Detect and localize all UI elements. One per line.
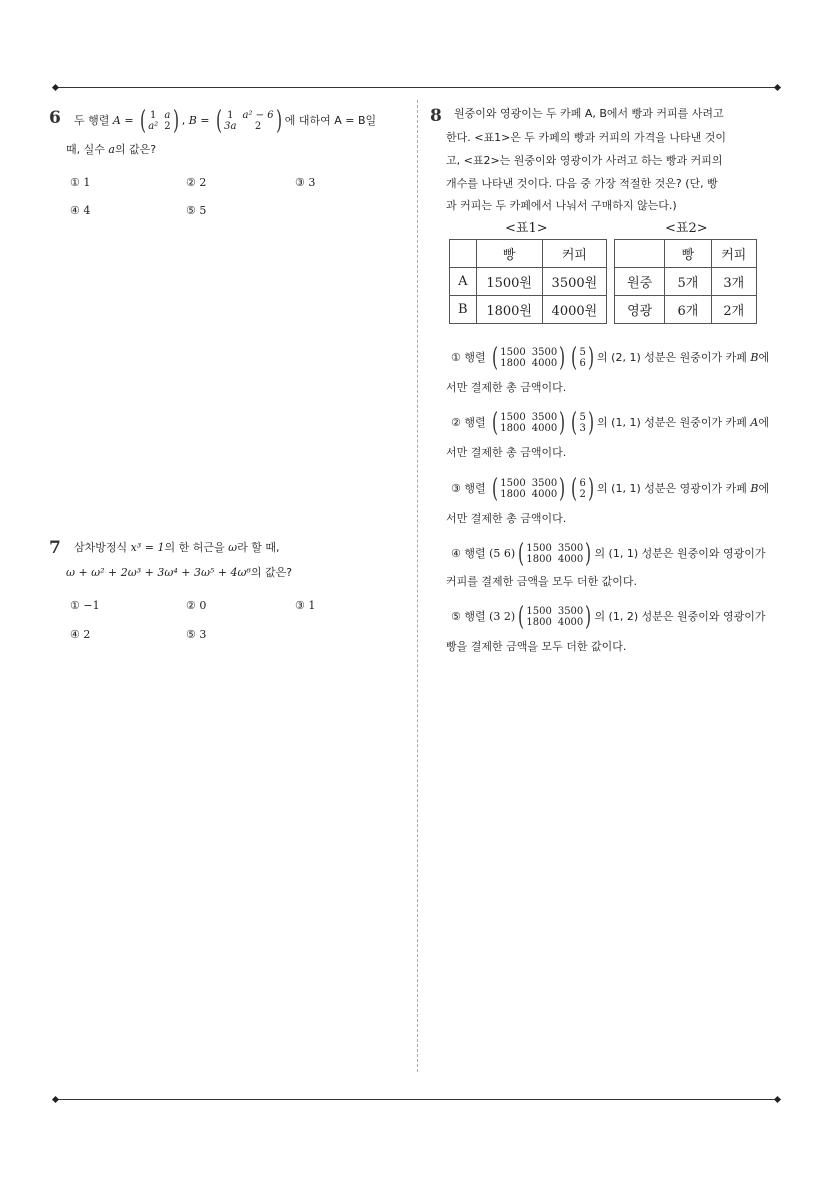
question-text: 삼차방정식 x³ = 1의 한 허근을 ω라 할 때, xyxy=(74,541,280,554)
matrix-A: ( 1 a a² 2 ) xyxy=(140,106,179,136)
bottom-left-diamond xyxy=(52,1096,59,1103)
table-row: 빵 커피 xyxy=(615,240,757,268)
option-2[interactable]: ② 행렬 ( 1500 3500 1800 4000 ) ( 5 3 ) 의 (1, 1) 성분은 원중이가 카페 A에 xyxy=(451,408,769,438)
choice-4[interactable]: ④ 2 xyxy=(70,628,91,641)
price-matrix: ( 1500 3500 1800 4000 ) xyxy=(492,343,566,373)
table-row: 영광 6개 2개 xyxy=(615,296,757,324)
option-5-line2: 빵을 결제한 금액을 모두 더한 값이다. xyxy=(446,640,627,653)
choice-1[interactable]: ① 1 xyxy=(70,176,91,189)
choice-2[interactable]: ② 0 xyxy=(186,599,207,612)
choice-5[interactable]: ⑤ 3 xyxy=(186,628,207,641)
choice-4[interactable]: ④ 4 xyxy=(70,204,91,217)
price-matrix: ( 1500 3500 1800 4000 ) xyxy=(518,602,592,632)
option-2-line2: 서만 결제한 총 금액이다. xyxy=(446,446,567,459)
top-right-diamond xyxy=(774,84,781,91)
question-number: 6 xyxy=(49,108,61,128)
price-table xyxy=(449,239,607,324)
count-vector: ( 5 3 ) xyxy=(571,408,595,438)
price-matrix: ( 1500 3500 1800 4000 ) xyxy=(492,474,566,504)
top-rule xyxy=(55,87,778,88)
bottom-rule xyxy=(55,1099,778,1100)
option-3-line2: 서만 결제한 총 금액이다. xyxy=(446,512,567,525)
option-1[interactable]: ① 행렬 ( 1500 3500 1800 4000 ) ( 5 6 ) 의 (2, 1) 성분은 원중이가 카페 B에 xyxy=(451,343,770,373)
option-5[interactable]: ⑤ 행렬 (3 2) ( 1500 3500 1800 4000 ) 의 (1, 2) 성분은 원중이와 영광이가 xyxy=(451,602,766,632)
price-matrix: ( 1500 3500 1800 4000 ) xyxy=(492,408,566,438)
question-text-line5: 과 커피는 두 카페에서 나눠서 구매하지 않는다.) xyxy=(446,199,677,212)
option-3[interactable]: ③ 행렬 ( 1500 3500 1800 4000 ) ( 6 2 ) 의 (1, 1) 성분은 영광이가 카페 B에 xyxy=(451,474,770,504)
question-text: 두 행렬 A = ( 1 a a² 2 ) , B = ( 1 a² − 6 3a 2 ) 에 대하여 A = B일 xyxy=(74,106,377,136)
table-row: 원중 5개 3개 xyxy=(615,268,757,296)
matrix-B: ( 1 a² − 6 3a 2 ) xyxy=(216,106,282,136)
question-text-line2: ω + ω² + 2ω³ + 3ω⁴ + 3ω⁵ + 4ω⁶의 값은? xyxy=(66,566,293,579)
choice-2[interactable]: ② 2 xyxy=(186,176,207,189)
table-row: A 1500원 3500원 xyxy=(450,268,607,296)
top-left-diamond xyxy=(52,84,59,91)
count-vector: ( 5 6 ) xyxy=(571,343,595,373)
quantity-table xyxy=(614,239,757,324)
option-4-line2: 커피를 결제한 금액을 모두 더한 값이다. xyxy=(446,575,637,588)
option-4[interactable]: ④ 행렬 (5 6) ( 1500 3500 1800 4000 ) 의 (1, 1) 성분은 원중이와 영광이가 xyxy=(451,539,766,569)
question-number: 7 xyxy=(49,538,61,558)
option-1-line2: 서만 결제한 총 금액이다. xyxy=(446,381,567,394)
question-text-line2: 한다. <표1>은 두 카페의 빵과 커피의 가격을 나타낸 것이 xyxy=(446,131,727,144)
question-number: 8 xyxy=(430,106,442,126)
column-divider xyxy=(417,100,418,1072)
count-vector: ( 6 2 ) xyxy=(571,474,595,504)
question-text-line1: 원중이와 영광이는 두 카페 A, B에서 빵과 커피를 사려고 xyxy=(454,107,724,120)
table-row: B 1800원 4000원 xyxy=(450,296,607,324)
table2-caption: <표2> xyxy=(665,221,708,236)
choice-1[interactable]: ① −1 xyxy=(70,599,100,612)
choice-5[interactable]: ⑤ 5 xyxy=(186,204,207,217)
bottom-right-diamond xyxy=(774,1096,781,1103)
price-matrix: ( 1500 3500 1800 4000 ) xyxy=(518,539,592,569)
choice-3[interactable]: ③ 1 xyxy=(295,599,316,612)
table-row: 빵 커피 xyxy=(450,240,607,268)
table1-caption: <표1> xyxy=(505,221,548,236)
question-text-line3: 고, <표2>는 원중이와 영광이가 사려고 하는 빵과 커피의 xyxy=(446,154,723,167)
choice-3[interactable]: ③ 3 xyxy=(295,176,316,189)
question-text-line2: 때, 실수 a의 값은? xyxy=(66,143,157,156)
question-text-line4: 개수를 나타낸 것이다. 다음 중 가장 적절한 것은? (단, 빵 xyxy=(446,177,718,190)
